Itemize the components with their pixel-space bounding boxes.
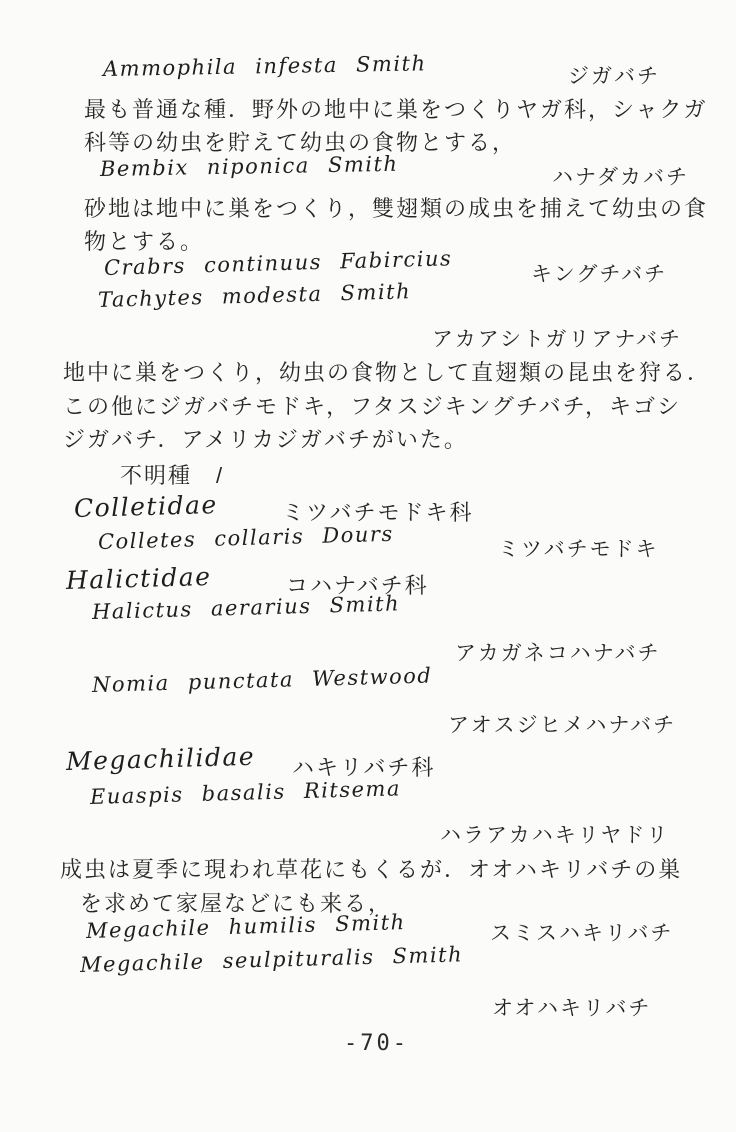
latin-name-megachile-humilis: Megachile humilis Smith <box>85 910 406 943</box>
unknown-species-note: 不明種 / <box>120 463 225 488</box>
latin-name-nomia-punctata: Nomia punctata Westwood <box>91 663 433 697</box>
ja-name-sumisu-hakiribachi: スミスハキリバチ <box>490 922 674 945</box>
latin-name-colletes-collaris: Colletes collaris Dours <box>97 521 395 554</box>
body-text-line-4: 物とする。 <box>84 229 205 254</box>
ja-name-hanadakabachi: ハナダカバチ <box>552 166 689 189</box>
ja-family-mitsubachimodoki-ka: ミツバチモドキ科 <box>282 500 474 525</box>
body-text-line-2: 科等の幼虫を貯えて幼虫の食物とする， <box>84 130 517 155</box>
body-text-line-8: 成虫は夏季に現われ草花にもくるが．オオハキリバチの巣 <box>60 857 683 882</box>
body-text-line-7: ジガバチ．アメリカジガバチがいた。 <box>63 427 468 452</box>
ja-name-haraaka-hakiriyadori: ハラアカハキリヤドリ <box>440 824 670 847</box>
body-text-line-3: 砂地は地中に巣をつくり，雙翅類の成虫を捕えて幼虫の食 <box>84 196 709 221</box>
latin-name-megachile-seulpituralis: Megachile seulpituralis Smith <box>79 942 464 977</box>
family-name-halictidae: Halictidae <box>65 561 212 595</box>
ja-name-oo-hakiribachi: オオハキリバチ <box>492 997 652 1020</box>
ja-name-kinguchibachi: キングチバチ <box>531 263 668 286</box>
family-name-colletidae: Colletidae <box>73 489 219 523</box>
ja-name-akaashitogari-anabachi: アカアシトガリアナバチ <box>432 328 683 351</box>
family-name-megachilidae: Megachilidae <box>65 741 256 776</box>
ja-name-aosuji-himehanabachi: アオスジヒメハナバチ <box>448 714 677 737</box>
ja-name-akagane-kohanabachi: アカガネコハナバチ <box>455 642 661 665</box>
ja-name-mitsubachimodoki: ミツバチモドキ <box>498 538 659 561</box>
ja-family-hakiribachi-ka: ハキリバチ科 <box>292 755 436 780</box>
latin-name-bembix-niponica: Bembix niponica Smith <box>99 151 399 181</box>
ja-name-jigabachi: ジガバチ <box>568 65 660 88</box>
latin-name-ammophila-infesta: Ammophila infesta Smith <box>102 51 427 81</box>
latin-name-euaspis-basalis: Euaspis basalis Ritsema <box>89 776 402 809</box>
latin-name-halictus-aerarius: Halictus aerarius Smith <box>91 591 401 624</box>
body-text-line-1: 最も普通な種．野外の地中に巣をつくりヤガ科，シャクガ <box>84 97 708 122</box>
body-text-line-9: を求めて家屋などにも来る， <box>80 891 393 916</box>
body-text-line-6: この他にジガバチモドキ，フタスジキングチバチ，キゴシ <box>63 394 682 419</box>
ja-family-kohanabachi-ka: コハナバチ科 <box>286 573 429 598</box>
body-text-line-5: 地中に巣をつくり，幼虫の食物として直翅類の昆虫を狩る． <box>63 360 712 385</box>
page-number: -70- <box>344 1031 409 1056</box>
latin-name-tachytes-modesta: Tachytes modesta Smith <box>97 279 412 312</box>
latin-name-crabrs-continuus: Crabrs continuus Fabircius <box>103 246 453 280</box>
